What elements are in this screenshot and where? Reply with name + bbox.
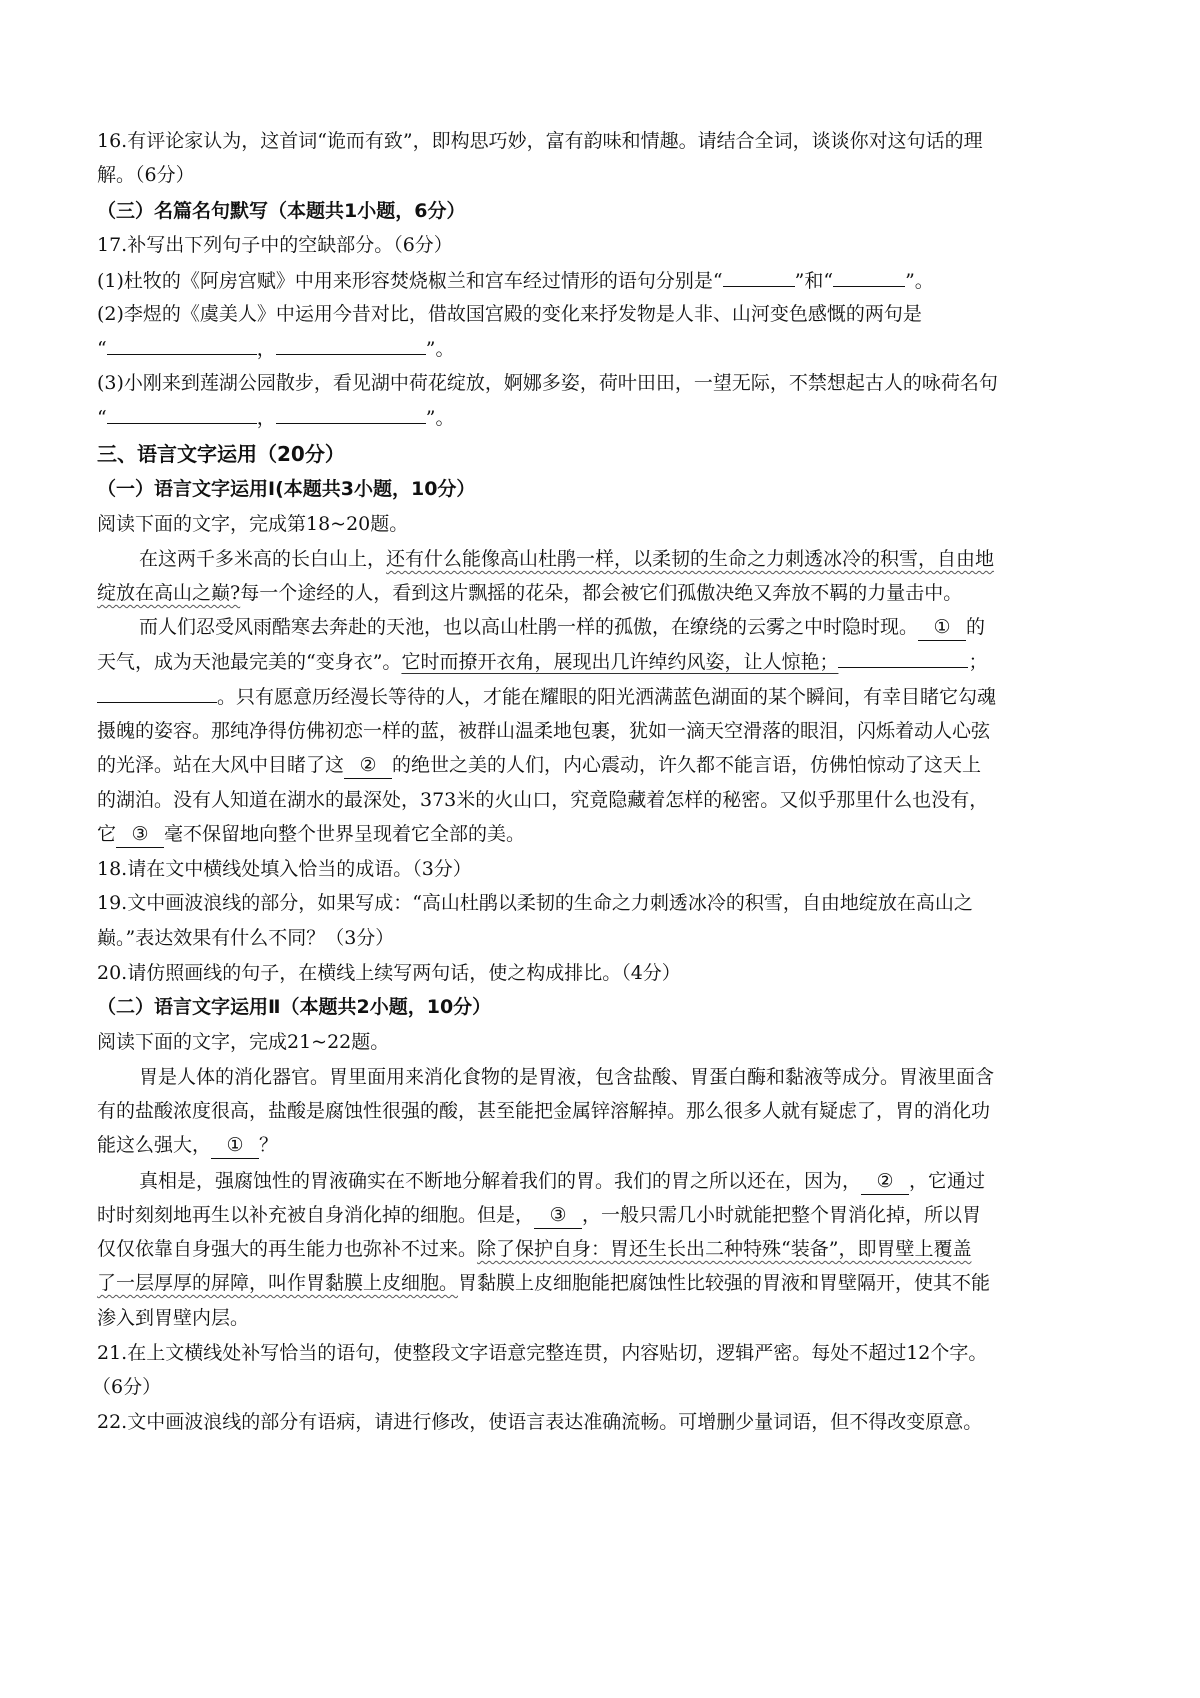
q17-item2: (2)李煜的《虞美人》中运用今昔对比，借故国宫殿的变化来抒发物是人非、山河变色感慨的两句是 bbox=[97, 303, 922, 325]
wavy-underlined-text: 除了保护自身：胃还生长出二种特殊“装备”，即胃壁上覆盖 bbox=[477, 1238, 972, 1260]
q17-item3: (3)小刚来到莲湖公园散步，看见湖中荷花绽放，婀娜多姿，荷叶田田，一望无际，不禁想起古人的咏荷名句 bbox=[97, 372, 998, 394]
q16-line2: 解。（6分） bbox=[97, 164, 195, 186]
passage2-line2: 有的盐酸浓度很高，盐酸是腐蚀性很强的酸，甚至能把金属锌溶解掉。那么很多人就有疑虑了，胃的消化功 bbox=[97, 1100, 991, 1122]
text: ，一般只需几小时就能把整个胃消化掉，所以胃 bbox=[582, 1204, 982, 1226]
answer-blank[interactable] bbox=[833, 268, 905, 287]
text: 它 bbox=[97, 823, 117, 845]
q17-item1-mid: ”和“ bbox=[794, 270, 834, 292]
text: ； bbox=[968, 651, 988, 673]
wavy-underlined-text: 还有什么能像高山杜鹃一样，以柔韧的生命之力刺透冰冷的积雪，自由地 bbox=[386, 548, 995, 570]
numbered-blank[interactable]: ② bbox=[344, 752, 392, 779]
wavy-underlined-text: 绽放在高山之巅? bbox=[97, 582, 241, 604]
wavy-underlined-text: 了一层厚厚的屏障，叫作胃黏膜上皮细胞。 bbox=[97, 1272, 459, 1294]
text: 毫不保留地向整个世界呈现着它全部的美。 bbox=[164, 823, 526, 845]
q21-line2: （6分） bbox=[92, 1376, 162, 1398]
text: 天气，成为天池最完美的“变身衣”。 bbox=[97, 651, 402, 673]
numbered-blank[interactable]: ③ bbox=[116, 821, 164, 848]
text: 胃黏膜上皮细胞能把腐蚀性比较强的胃液和胃壁隔开，使其不能 bbox=[458, 1272, 991, 1294]
subsection-heading: （一）语言文字运用Ⅰ(本题共3小题，10分） bbox=[97, 478, 476, 500]
passage1-line3 bbox=[139, 614, 985, 641]
passage2-line7 bbox=[97, 1270, 990, 1296]
q18: 18.请在文中横线处填入恰当的成语。（3分） bbox=[97, 858, 472, 880]
numbered-blank[interactable]: ② bbox=[861, 1168, 909, 1195]
part-heading: 三、语言文字运用（20分） bbox=[97, 442, 345, 466]
quote-close: ”。 bbox=[425, 407, 455, 429]
comma: ， bbox=[256, 407, 276, 429]
answer-blank[interactable] bbox=[107, 405, 257, 424]
text: 的 bbox=[966, 616, 986, 638]
text: 的绝世之美的人们，内心震动，许久都不能言语，仿佛怕惊动了这天上 bbox=[392, 754, 982, 776]
quote-open: “ bbox=[97, 407, 107, 429]
passage2-line3 bbox=[97, 1132, 278, 1159]
q19-line2: 巅。”表达效果有什么不同？（3分） bbox=[97, 927, 395, 949]
q17-item3-blanks bbox=[97, 405, 454, 431]
text: 仅仅依靠自身强大的再生能力也弥补不过来。 bbox=[97, 1238, 478, 1260]
passage1-line4 bbox=[97, 649, 987, 675]
answer-blank[interactable] bbox=[276, 405, 426, 424]
answer-blank[interactable] bbox=[107, 336, 257, 355]
text: 在这两千多米高的长白山上， bbox=[139, 548, 387, 570]
q17-item1-end: ”。 bbox=[905, 270, 934, 292]
text: 时时刻刻地再生以补充被自身消化掉的细胞。但是， bbox=[97, 1204, 535, 1226]
reading-instruction: 阅读下面的文字，完成第18~20题。 bbox=[97, 513, 409, 535]
q17-item1-text: (1)杜牧的《阿房宫赋》中用来形容焚烧椒兰和宫车经过情形的语句分别是“ bbox=[97, 270, 723, 292]
text: 的光泽。站在大风中目睹了这 bbox=[97, 754, 345, 776]
q16-line1: 16.有评论家认为，这首词“诡而有致”，即构思巧妙，富有韵味和情趣。请结合全词，谈谈你对这句话的理 bbox=[97, 130, 983, 152]
numbered-blank[interactable]: ③ bbox=[534, 1202, 582, 1229]
answer-blank[interactable] bbox=[838, 649, 968, 668]
subsection-heading: （二）语言文字运用Ⅱ（本题共2小题，10分） bbox=[97, 996, 492, 1018]
answer-blank[interactable] bbox=[723, 268, 795, 287]
q19-line1: 19.文中画波浪线的部分，如果写成：“高山杜鹃以柔韧的生命之力刺透冰冷的积雪，自由地绽放在高山之 bbox=[97, 892, 973, 914]
answer-blank[interactable] bbox=[276, 336, 426, 355]
comma: ， bbox=[256, 338, 276, 360]
quote-open: “ bbox=[97, 338, 107, 360]
text: ？ bbox=[259, 1134, 279, 1156]
q17-stem: 17.补写出下列句子中的空缺部分。（6分） bbox=[97, 234, 453, 256]
numbered-blank[interactable]: ① bbox=[918, 614, 966, 641]
passage1-line5 bbox=[97, 684, 996, 710]
text: ，它通过 bbox=[909, 1170, 986, 1192]
passage2-line4 bbox=[139, 1168, 985, 1195]
text: 能这么强大， bbox=[97, 1134, 212, 1156]
quote-close: ”。 bbox=[425, 338, 455, 360]
text: 真相是，强腐蚀性的胃液确实在不断地分解着我们的胃。我们的胃之所以还在，因为， bbox=[139, 1170, 862, 1192]
q22: 22.文中画波浪线的部分有语病，请进行修改，使语言表达准确流畅。可增删少量词语，但不得改变原意。 bbox=[97, 1411, 983, 1433]
passage2-line8: 渗入到胃壁内层。 bbox=[97, 1307, 250, 1329]
q17-item2-blanks bbox=[97, 336, 454, 362]
text: 每一个途经的人，看到这片飘摇的花朵，都会被它们孤傲决绝又奔放不羁的力量击中。 bbox=[240, 582, 963, 604]
reading-instruction: 阅读下面的文字，完成21~22题。 bbox=[97, 1031, 390, 1053]
passage2-line5 bbox=[97, 1202, 981, 1229]
section-heading: （三）名篇名句默写（本题共1小题，6分） bbox=[97, 200, 466, 222]
text: 。只有愿意历经漫长等待的人，才能在耀眼的阳光洒满蓝色湖面的某个瞬间，有幸目睹它勾魂 bbox=[217, 686, 997, 708]
passage2-line6 bbox=[97, 1236, 971, 1262]
passage1-line6: 摄魄的姿容。那纯净得仿佛初恋一样的蓝，被群山温柔地包裹，犹如一滴天空滑落的眼泪，闪烁着动人心弦 bbox=[97, 720, 991, 742]
underlined-text: 它时而撩开衣角，展现出几许绰约风姿，让人惊艳； bbox=[401, 651, 839, 673]
passage1-line1 bbox=[139, 546, 994, 572]
passage2-line1: 胃是人体的消化器官。胃里面用来消化食物的是胃液，包含盐酸、胃蛋白酶和黏液等成分。胃液里面含 bbox=[139, 1066, 995, 1088]
answer-blank[interactable] bbox=[97, 684, 217, 703]
text: 而人们忍受风雨酷寒去奔赴的天池，也以高山杜鹃一样的孤傲，在缭绕的云雾之中时隐时现。 bbox=[139, 616, 919, 638]
q21-line1: 21.在上文横线处补写恰当的语句，使整段文字语意完整连贯，内容贴切，逻辑严密。每处不超过12个字。 bbox=[97, 1342, 988, 1364]
passage1-line9 bbox=[97, 821, 525, 848]
q20: 20.请仿照画线的句子，在横线上续写两句话，使之构成排比。（4分） bbox=[97, 962, 681, 984]
passage1-line7 bbox=[97, 752, 981, 779]
passage1-line8: 的湖泊。没有人知道在湖水的最深处，373米的火山口，究竟隐藏着怎样的秘密。又似乎那里什么也没有， bbox=[97, 789, 989, 811]
passage1-line2 bbox=[97, 580, 962, 606]
numbered-blank[interactable]: ① bbox=[211, 1132, 259, 1159]
q17-item1 bbox=[97, 268, 934, 294]
